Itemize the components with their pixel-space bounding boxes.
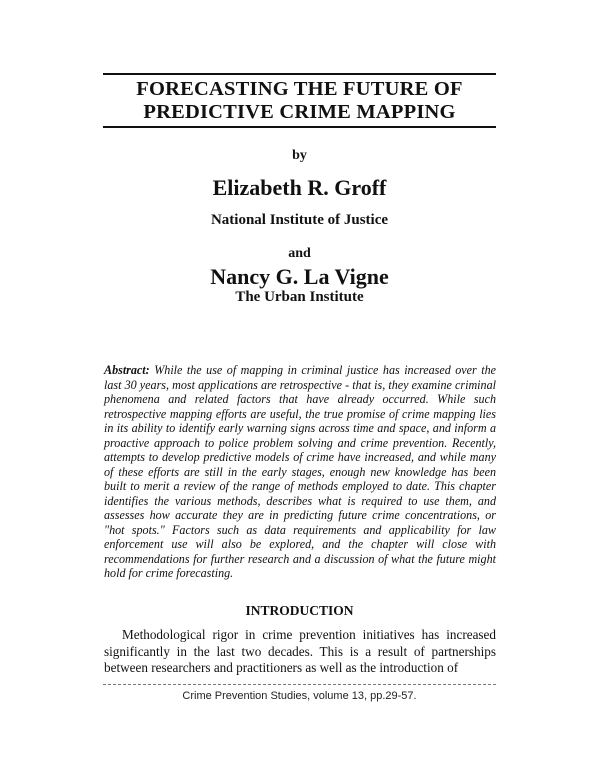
title-bottom-rule [103, 126, 496, 128]
byline: by [292, 148, 307, 163]
author-2-name: Nancy G. La Vigne [210, 264, 389, 289]
title-line-1: FORECASTING THE FUTURE OF [136, 78, 463, 100]
author-1-name: Elizabeth R. Groff [212, 175, 387, 200]
paper-title [103, 78, 496, 124]
author-2-affiliation: The Urban Institute [235, 289, 364, 305]
introduction-text: Methodological rigor in crime prevention initiatives has increased significantly in the last two decades. This is a result of partnerships between researchers and practitioners as well as the introduction of [104, 627, 496, 675]
author-conjunction: and [288, 246, 311, 261]
author-1-affiliation: National Institute of Justice [210, 212, 389, 228]
title-top-rule [103, 73, 496, 75]
title-line-2: PREDICTIVE CRIME MAPPING [143, 101, 456, 123]
abstract-text: While the use of mapping in criminal justice has increased over the last 30 years, most applications are retrospective - that is, they examine criminal phenomena and related factors that have already occurred. While such retrospective mapping efforts are useful, the true promise of crime mapping lies in its ability to identify early warning signs across time and space, and inform a proactive approach to police problem solving and crime prevention. Recently, attempts to develop predictive models of crime have increased, and while many of these efforts are still in the early stages, enough new knowledge has been built to merit a review of the range of methods employed to date. This chapter identifies the various methods, describes what is required to use them, and assesses how accurate they are in predicting future crime concentrations, or "hot spots." Factors such as data requirements and applicability for law enforcement use will also be explored, and the chapter will close with recommendations for further research and a discussion of what the future might hold for crime forecasting. [104, 363, 497, 580]
introduction-heading: INTRODUCTION [245, 603, 354, 618]
abstract [104, 363, 496, 581]
abstract-label: Abstract: [104, 363, 150, 377]
footer-citation: Crime Prevention Studies, volume 13, pp.29-57. [182, 690, 417, 702]
footer-rule [103, 684, 496, 685]
